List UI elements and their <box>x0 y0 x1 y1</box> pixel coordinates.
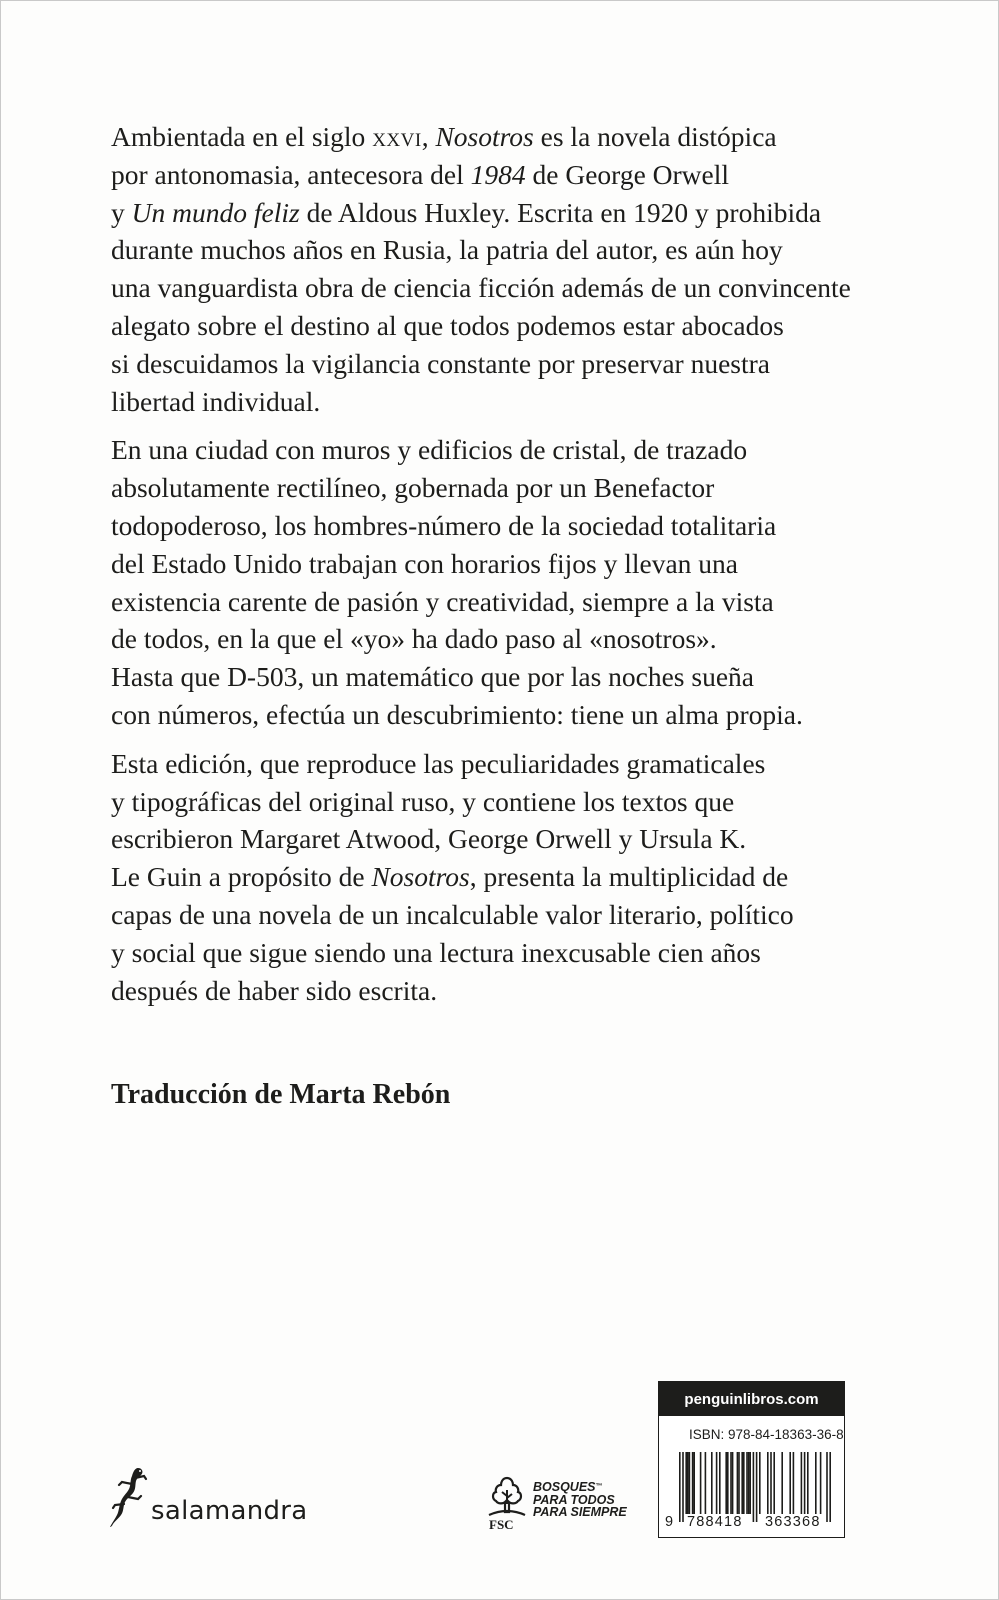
barcode-digit-first: 9 <box>665 1514 675 1530</box>
text-line: y Un mundo feliz de Aldous Huxley. Escrita en 1920 y prohibida <box>111 196 822 228</box>
text-line: Le Guin a propósito de Nosotros, presenta la multiplicidad de <box>111 861 789 893</box>
text-line: si descuidamos la vigilancia constante por preservar nuestra <box>111 347 771 379</box>
text-line: Ambientada en el siglo xxvi, Nosotros es la novela distópica <box>111 121 777 152</box>
barcode-bar <box>711 1452 713 1514</box>
fsc-slogan: BOSQUES™ PARA TODOS PARA SIEMPRE <box>533 1480 627 1519</box>
text-line: absolutamente rectilíneo, gobernada por un Benefactor <box>111 472 715 504</box>
text-line: escribieron Margaret Atwood, George Orwell y Ursula K. <box>111 823 747 855</box>
barcode-bar <box>767 1452 769 1514</box>
barcode-bar <box>716 1452 718 1514</box>
barcode-bar <box>682 1452 684 1522</box>
text-line: del Estado Unido trabajan con horarios fijos y llevan una <box>111 547 738 579</box>
text-line: alegato sobre el destino al que todos podemos estar abocados <box>111 309 784 341</box>
barcode-bar <box>687 1452 689 1514</box>
fsc-label: FSC <box>489 1517 514 1532</box>
barcode-bar <box>737 1452 739 1514</box>
barcode-bar <box>685 1452 687 1514</box>
barcode-bar <box>793 1452 795 1514</box>
barcode-bar <box>692 1452 694 1514</box>
text-line: y tipográficas del original ruso, y contiene los textos que <box>111 785 735 817</box>
barcode-bar <box>820 1452 822 1514</box>
text-line: Esta edición, que reproduce las peculiaridades gramaticales <box>111 747 766 779</box>
synopsis-paragraph-3 <box>111 745 901 1010</box>
barcode-bar <box>719 1452 721 1514</box>
barcode-bar <box>741 1452 743 1514</box>
text-line: Hasta que D-503, un matemático que por las noches sueña <box>111 661 755 693</box>
website-label: penguinlibros.com <box>659 1382 844 1416</box>
barcode-bar <box>746 1452 748 1514</box>
barcode-digits-left: 788418 <box>687 1514 743 1530</box>
text-line: existencia carente de pasión y creatividad, siempre a la vista <box>111 585 774 617</box>
text-line: durante muchos años en Rusia, la patria del autor, es aún hoy <box>111 234 783 266</box>
barcode-bar <box>770 1452 772 1514</box>
barcode-bar <box>829 1452 831 1522</box>
translator-credit: Traducción de Marta Rebón <box>111 1079 451 1110</box>
salamander-icon <box>109 1466 149 1528</box>
barcode-bar <box>693 1452 695 1514</box>
text-line: de todos, en la que el «yo» ha dado paso al «nosotros». <box>111 623 717 655</box>
barcode-bar <box>700 1452 702 1514</box>
barcode-bar <box>804 1452 806 1514</box>
synopsis-paragraph-1 <box>111 118 901 420</box>
text-line: En una ciudad con muros y edificios de cristal, de trazado <box>111 434 748 466</box>
text-line: capas de una novela de un incalculable valor literario, político <box>111 898 794 930</box>
barcode-bar <box>753 1452 755 1522</box>
barcode-bar <box>730 1452 732 1514</box>
isbn-number: ISBN: 978-84-18363-36-8 <box>689 1427 844 1442</box>
barcode-bar <box>743 1452 745 1514</box>
publisher-logo <box>109 1466 308 1528</box>
synopsis <box>111 118 901 1020</box>
synopsis-paragraph-2 <box>111 431 901 733</box>
barcode-bar <box>749 1452 751 1514</box>
barcode-digits-right: 363368 <box>765 1514 821 1530</box>
text-line: y social que sigue siendo una lectura inexcusable cien años <box>111 936 761 968</box>
fsc-tree-icon <box>485 1474 529 1518</box>
text-line: una vanguardista obra de ciencia ficción además de un convincente <box>111 272 851 304</box>
barcode-bar <box>727 1452 729 1514</box>
text-line: libertad individual. <box>111 385 321 417</box>
barcode-bar <box>781 1452 783 1514</box>
barcode-bar <box>738 1452 740 1514</box>
barcode-bar <box>679 1452 681 1522</box>
barcode-bar <box>748 1452 750 1514</box>
publisher-name: salamandra <box>151 1496 308 1526</box>
barcode-bar <box>807 1452 809 1514</box>
isbn-block <box>658 1381 845 1538</box>
text-line: después de haber sido escrita. <box>111 974 438 1006</box>
barcode-bar <box>705 1452 707 1514</box>
barcode <box>659 1446 844 1537</box>
barcode-bar <box>773 1452 775 1514</box>
barcode-bar <box>801 1452 803 1514</box>
barcode-bar <box>789 1452 791 1514</box>
text-line: todopoderoso, los hombres-número de la sociedad totalitaria <box>111 509 777 541</box>
barcode-bar <box>756 1452 758 1522</box>
barcode-bar <box>759 1452 761 1514</box>
barcode-bar <box>815 1452 817 1514</box>
barcode-bar <box>826 1452 828 1522</box>
barcode-bar <box>725 1452 727 1514</box>
barcode-bar <box>689 1452 691 1514</box>
text-line: con números, efectúa un descubrimiento: tiene un alma propia. <box>111 698 803 730</box>
barcode-bar <box>732 1452 734 1514</box>
text-line: por antonomasia, antecesora del 1984 de George Orwell <box>111 158 730 190</box>
